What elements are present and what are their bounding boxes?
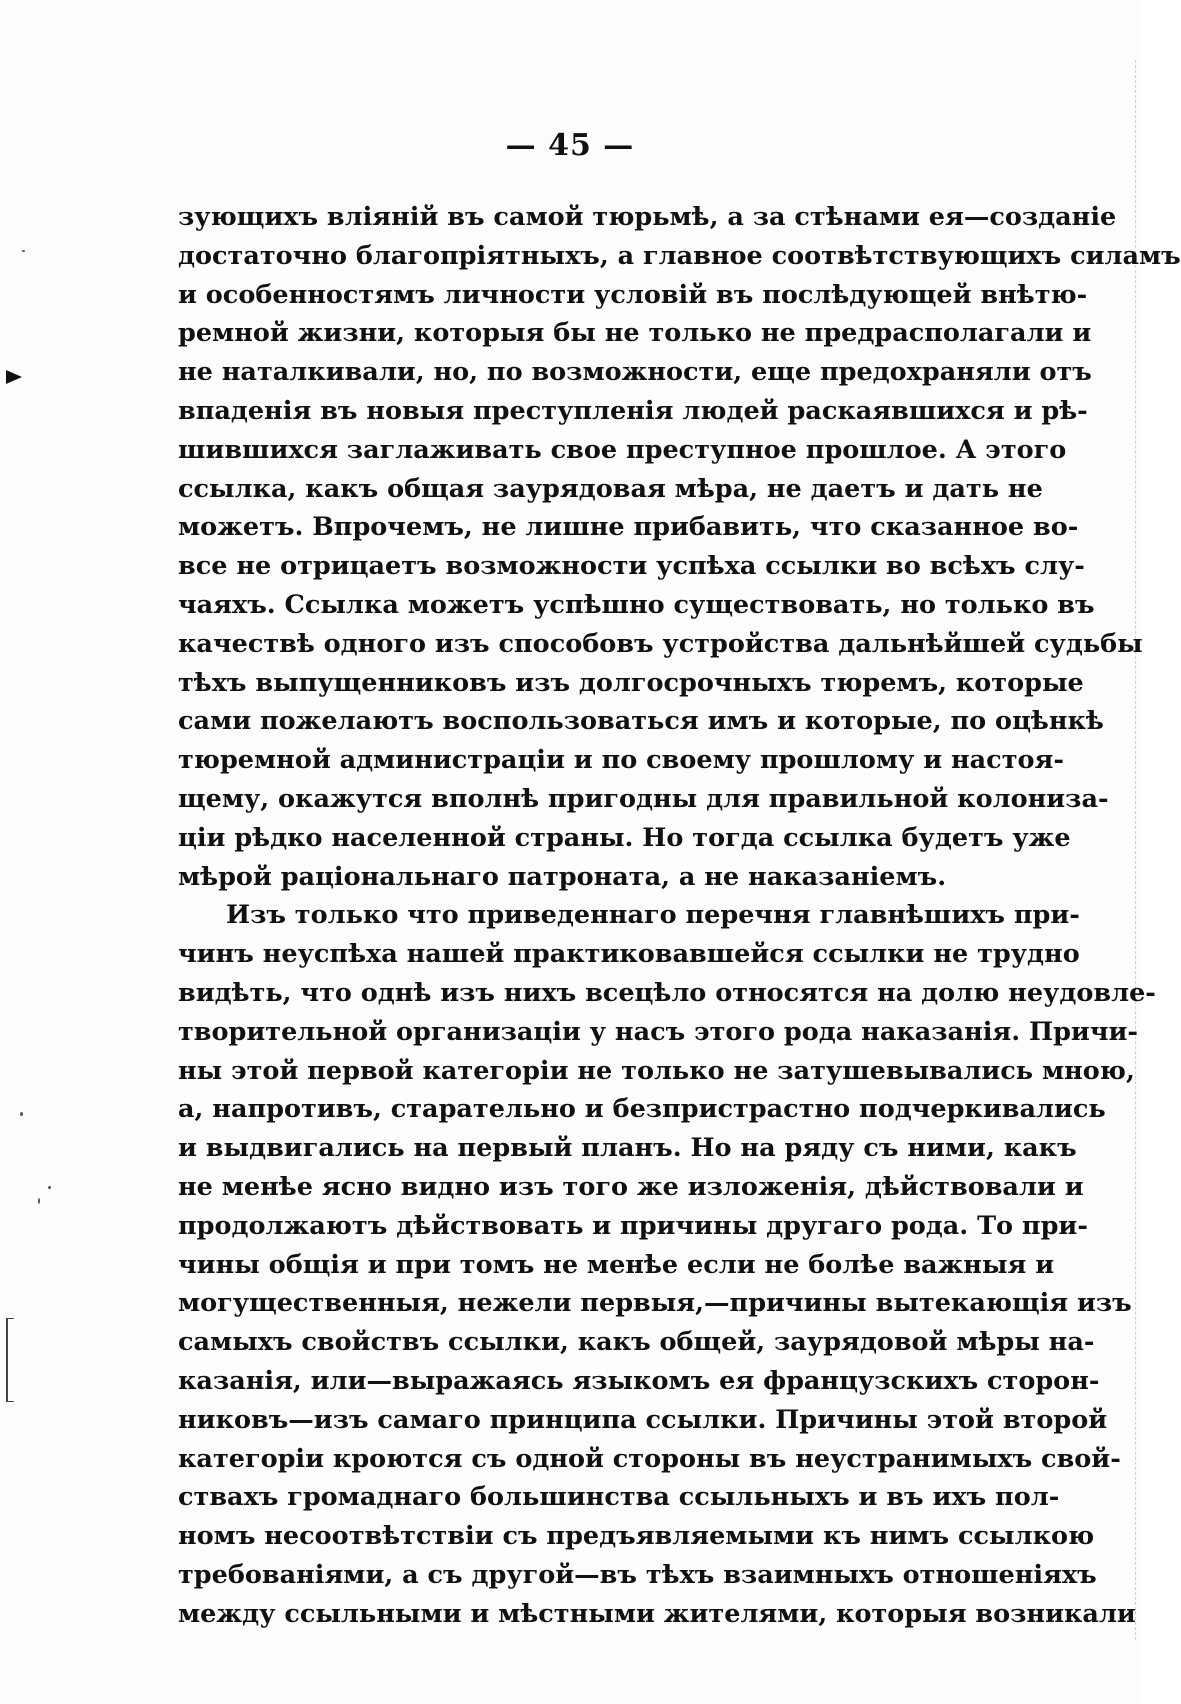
text-line: ціи рѣдко населенной страны. Но тогда ссылка будетъ уже (178, 822, 1071, 853)
text-line: и особенностямъ личности условій въ послѣдующей внѣтю- (178, 279, 1088, 310)
text-line: чинъ неуспѣха нашей практиковавшейся ссылки не трудно (178, 939, 1080, 970)
text-line: шившихся заглаживать свое преступное прошлое. А этого (178, 434, 1067, 465)
text-line: сами пожелаютъ воспользоваться имъ и которые, по оцѣнкѣ (178, 706, 1104, 737)
text-line: самыхъ свойствъ ссылки, какъ общей, заурядовой мѣры на- (178, 1327, 1095, 1358)
scan-speck (38, 1198, 40, 1204)
text-line: не менѣе ясно видно изъ того же изложенія, дѣйствовали и (178, 1171, 1084, 1202)
text-line: никовъ—изъ самаго принципа ссылки. Причины этой второй (178, 1404, 1108, 1435)
text-line: ствахъ громаднаго большинства ссыльныхъ и въ ихъ пол- (178, 1482, 1060, 1513)
text-line: все не отрицаетъ возможности успѣха ссылки во всѣхъ слу- (178, 551, 1085, 582)
text-line: творительной организаціи у насъ этого рода наказанія. Причи- (178, 1016, 1139, 1047)
scan-speck (20, 1112, 23, 1116)
text-line: между ссыльными и мѣстными жителями, которыя возникали (178, 1598, 1136, 1629)
text-line: категоріи кроются съ одной стороны въ неустранимыхъ свой- (178, 1443, 1121, 1474)
scan-edge (1134, 60, 1136, 1640)
body-text (178, 198, 1181, 1633)
margin-arrow-mark (6, 370, 22, 384)
text-line: могущественныя, нежели первыя,—причины вытекающія изъ (178, 1288, 1132, 1319)
text-line: а, напротивъ, старательно и безпристрастно подчеркивались (178, 1094, 1106, 1125)
text-line: и выдвигались на первый планъ. Но на ряду съ ними, какъ (178, 1133, 1077, 1164)
paragraph-last-line: мѣрой раціональнаго патроната, а не наказаніемъ. (178, 861, 947, 892)
text-line: требованіями, а съ другой—въ тѣхъ взаимныхъ отношеніяхъ (178, 1559, 1097, 1590)
text-line: щему, окажутся вполнѣ пригодны для правильной колониза- (178, 783, 1109, 814)
text-line: казанія, или—выражаясь языкомъ ея французскихъ сторон- (178, 1365, 1100, 1396)
text-line: ны этой первой категоріи не только не затушевывались мною, (178, 1055, 1135, 1086)
text-line: зующихъ вліяній въ самой тюрьмѣ, а за стѣнами ея—созданіе (178, 202, 1117, 232)
text-line: впаденія въ новыя преступленія людей раскаявшихся и рѣ- (178, 395, 1088, 426)
text-line: продолжаютъ дѣйствовать и причины другаго рода. То при- (178, 1210, 1088, 1241)
text-line: видѣть, что однѣ изъ нихъ всецѣло относятся на долю неудовле- (178, 977, 1156, 1008)
text-line: ссылка, какъ общая заурядовая мѣра, не даетъ и дать не (178, 473, 1043, 504)
text-line: чины общія и при томъ не менѣе если не болѣе важныя и (178, 1249, 1055, 1280)
text-line: не наталкивали, но, по возможности, еще предохраняли отъ (178, 357, 1092, 388)
margin-bracket-mark (6, 1318, 14, 1402)
text-line: чаяхъ. Ссылка можетъ успѣшно существовать, но только въ (178, 589, 1095, 620)
text-line: достаточно благопріятныхъ, а главное соотвѣтствующихъ силамъ (178, 240, 1181, 271)
text-line: тюремной администраціи и по своему прошлому и настоя- (178, 745, 1064, 776)
text-line: ремной жизни, которыя бы не только не предрасполагали и (178, 318, 1092, 349)
text-line: качествѣ одного изъ способовъ устройства дальнѣйшей судьбы (178, 628, 1143, 659)
scan-speck (22, 250, 25, 252)
scan-speck (48, 1186, 51, 1189)
paragraph-first-line: Изъ только что приведеннаго перечня главнѣшихъ при- (226, 900, 1080, 931)
text-line: тѣхъ выпущенниковъ изъ долгосрочныхъ тюремъ, которые (178, 667, 1084, 698)
text-line: можетъ. Впрочемъ, не лишне прибавить, что сказанное во- (178, 512, 1079, 543)
page-number: — 45 — (505, 128, 635, 163)
text-line: номъ несоотвѣтствіи съ предъявляемыми къ нимъ ссылкою (178, 1521, 1095, 1552)
